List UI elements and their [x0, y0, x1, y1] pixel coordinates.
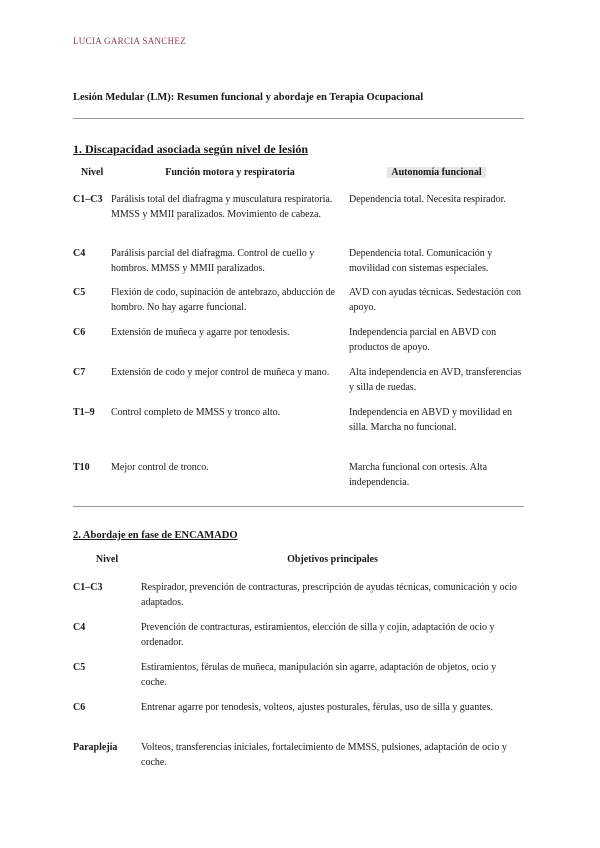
row-level: C4	[73, 248, 86, 259]
col-header-autonomy: Autonomía funcional	[349, 165, 524, 192]
author-header: LUCIA GARCIA SANCHEZ	[73, 36, 187, 46]
row-objectives: Estiramientos, férulas de muñeca, manipulación sin agarre, adaptación de objetos, ocio y coche.	[141, 662, 497, 688]
row-level: C4	[73, 622, 86, 633]
table-row	[73, 700, 524, 740]
table-row	[73, 325, 524, 365]
table-row	[73, 660, 524, 700]
row-function: Parálisis total del diafragma y musculatura respiratoria. MMSS y MMII paralizados. Movimiento de cabeza.	[111, 194, 333, 220]
col-header-level: Nivel	[95, 554, 119, 565]
row-autonomy: Alta independencia en AVD, transferencias y silla de ruedas.	[349, 367, 522, 393]
document-title: Lesión Medular (LM): Resumen funcional y abordaje en Terapia Ocupacional	[73, 92, 424, 103]
row-autonomy: Independencia parcial en ABVD con productos de apoyo.	[349, 327, 497, 353]
row-function: Extensión de muñeca y agarre por tenodesis.	[111, 327, 290, 338]
col-header-objectives: Objetivos principales	[287, 554, 378, 565]
lesion-level-table	[73, 165, 524, 496]
divider	[73, 118, 524, 119]
row-autonomy: Dependencia total. Comunicación y movilidad con sistemas especiales.	[349, 248, 493, 274]
table-row	[73, 740, 524, 780]
table-header-row	[73, 552, 524, 580]
col-header-function: Función motora y respiratoria	[165, 167, 295, 178]
row-level: C7	[73, 367, 86, 378]
row-level: C5	[73, 287, 86, 298]
row-level: T10	[73, 462, 90, 473]
row-level: C1–C3	[73, 194, 103, 205]
row-level: Paraplejía	[73, 742, 118, 753]
table-row	[73, 192, 524, 246]
table-row	[73, 460, 524, 496]
table-row	[73, 580, 524, 620]
divider	[73, 506, 524, 507]
row-level: T1–9	[73, 407, 95, 418]
row-function: Extensión de codo y mejor control de muñeca y mano.	[111, 367, 330, 378]
row-objectives: Entrenar agarre por tenodesis, volteos, ajustes posturales, férulas, uso de silla y guantes.	[141, 702, 493, 713]
bedridden-phase-table	[73, 552, 524, 780]
row-function: Parálisis parcial del diafragma. Control de cuello y hombros. MMSS y MMII paralizados.	[111, 248, 315, 274]
row-function: Mejor control de tronco.	[111, 462, 209, 473]
row-level: C6	[73, 702, 86, 713]
col-header-level: Nivel	[81, 167, 104, 178]
row-autonomy: Marcha funcional con ortesis. Alta independencia.	[349, 462, 488, 488]
row-objectives: Respirador, prevención de contracturas, prescripción de ayudas técnicas, comunicación y ocio adaptados.	[141, 582, 517, 608]
section2-heading: 2. Abordaje en fase de ENCAMADO	[73, 530, 238, 541]
row-autonomy: AVD con ayudas técnicas. Sedestación con apoyo.	[349, 287, 521, 313]
row-function: Flexión de codo, supinación de antebrazo, abducción de hombro. No hay agarre funcional.	[111, 287, 336, 313]
table-row	[73, 285, 524, 325]
row-objectives: Prevención de contracturas, estiramientos, elección de silla y cojín, adaptación de ocio y ordenador.	[141, 622, 495, 648]
table-header-row	[73, 165, 524, 192]
table-row	[73, 365, 524, 405]
row-level: C1–C3	[73, 582, 103, 593]
row-level: C6	[73, 327, 86, 338]
table-row	[73, 620, 524, 660]
row-autonomy: Independencia en ABVD y movilidad en silla. Marcha no funcional.	[349, 407, 513, 433]
row-function: Control completo de MMSS y tronco alto.	[111, 407, 281, 418]
row-level: C5	[73, 662, 86, 673]
section1-heading: 1. Discapacidad asociada según nivel de lesión	[73, 142, 309, 156]
row-objectives: Volteos, transferencias iniciales, fortalecimiento de MMSS, pulsiones, adaptación de ocio y coche.	[141, 742, 507, 768]
table-row	[73, 405, 524, 460]
table-row	[73, 246, 524, 285]
row-autonomy: Dependencia total. Necesita respirador.	[349, 194, 506, 205]
